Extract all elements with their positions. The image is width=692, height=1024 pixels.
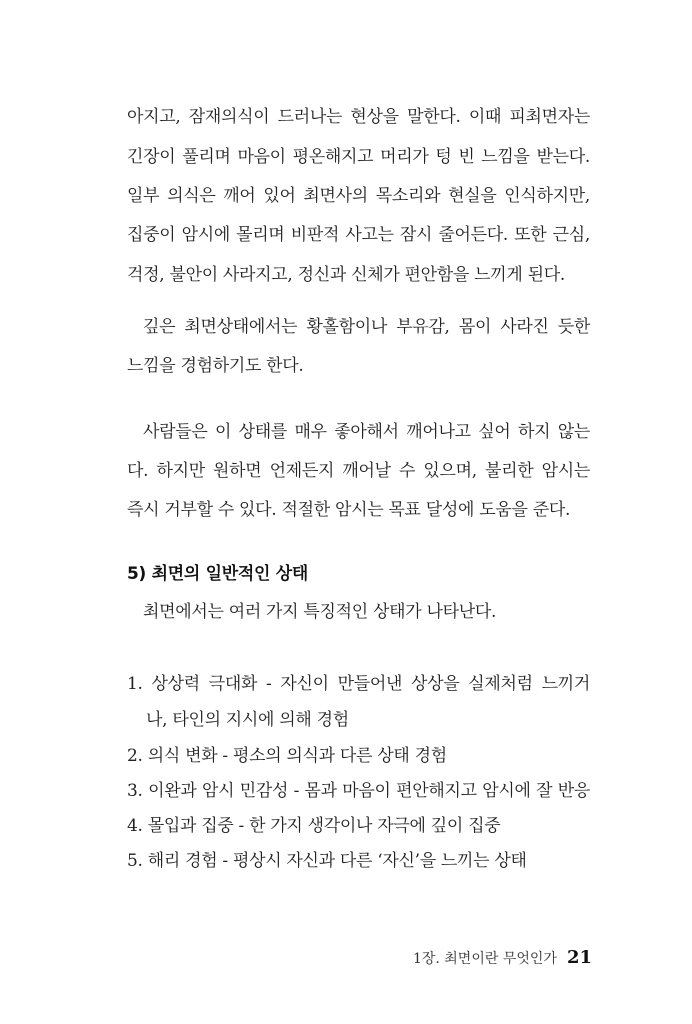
list-item: 4. 몰입과 집중 - 한 가지 생각이나 자극에 깊이 집중 (127, 816, 501, 836)
page-footer (413, 946, 592, 971)
paragraph-line: 일부 의식은 깨어 있어 최면사의 목소리와 현실을 인식하지만, (127, 186, 590, 206)
paragraph-line: 다. 하지만 원하면 언제든지 깨어날 수 있으며, 불리한 암시는 (127, 461, 590, 481)
list-item: 3. 이완과 암시 민감성 - 몸과 마음이 편안해지고 암시에 잘 반응 (127, 781, 590, 801)
paragraph-line: 즉시 거부할 수 있다. 적절한 암시는 목표 달성에 도움을 준다. (127, 500, 571, 520)
running-chapter-title: 1장. 최면이란 무엇인가 (412, 951, 557, 967)
list-item-continuation: 나, 타인의 지시에 의해 경험 (146, 710, 349, 730)
paragraph-line: 느낌을 경험하기도 한다. (127, 356, 304, 376)
list-item: 2. 의식 변화 - 평소의 의식과 다른 상태 경험 (127, 746, 447, 766)
section-intro: 최면에서는 여러 가지 특징적인 상태가 나타난다. (143, 602, 497, 622)
paragraph-line: 깊은 최면상태에서는 황홀함이나 부유감, 몸이 사라진 듯한 (143, 317, 590, 337)
list-item: 5. 해리 경험 - 평상시 자신과 다른 ‘자신’을 느끼는 상태 (127, 851, 527, 871)
page-number: 21 (566, 947, 592, 968)
paragraph-line: 걱정, 불안이 사라지고, 정신과 신체가 편안함을 느끼게 된다. (127, 265, 565, 285)
paragraph-line: 사람들은 이 상태를 매우 좋아해서 깨어나고 싶어 하지 않는 (143, 422, 590, 442)
paragraph-line: 아지고, 잠재의식이 드러나는 현상을 말한다. 이때 피최면자는 (127, 107, 590, 127)
section-heading: 5) 최면의 일반적인 상태 (127, 564, 308, 584)
paragraph-line: 긴장이 풀리며 마음이 평온해지고 머리가 텅 빈 느낌을 받는다. (127, 147, 590, 167)
list-item: 1. 상상력 극대화 - 자신이 만들어낸 상상을 실제처럼 느끼거 (127, 674, 590, 694)
paragraph-line: 집중이 암시에 몰리며 비판적 사고는 잠시 줄어든다. 또한 근심, (127, 225, 590, 245)
